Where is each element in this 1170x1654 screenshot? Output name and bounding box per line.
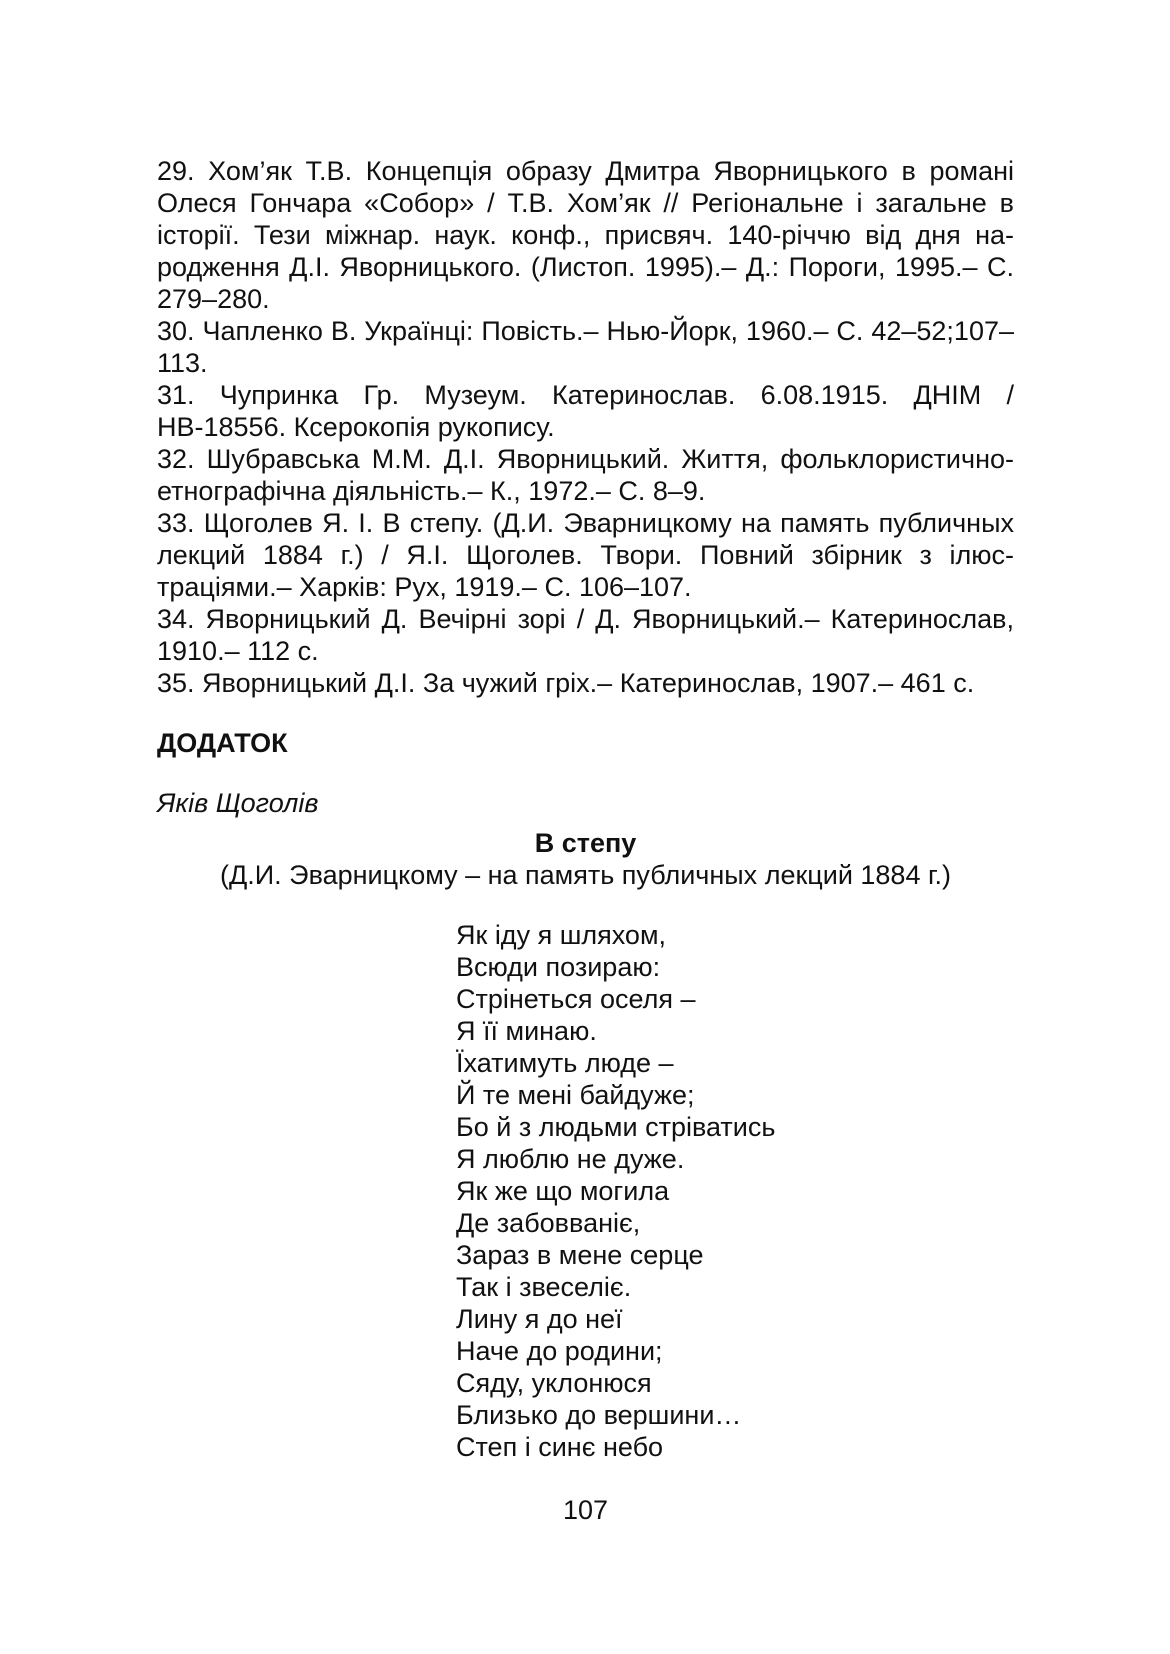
poem-line: Й те мені байдуже;	[456, 1080, 695, 1110]
reference-item: 35. Яворницький Д.І. За чужий гріх.– Катеринослав, 1907.– 461 с.	[157, 668, 975, 698]
poem-line: Наче до родини;	[456, 1336, 663, 1366]
reference-item: 29. Хом’як Т.В. Концепція образу Дмитра Яворницького в романі Олеся Гончара «Собор» / Т.В. Хом’як // Регіональне і загальне в історії. Тези міжнар. наук. конф., присвяч. 140-річчю від дня народження Д.І. Яворницького. (Листоп. 1995).– Д.: Пороги, 1995.– С. 279–280.	[157, 156, 1014, 314]
reference-item: 30. Чапленко В. Українці: Повість.– Нью-Йорк, 1960.– С. 42–52;107–113.	[157, 316, 1014, 378]
poem-dedication: (Д.И. Эварницкому – на память публичных лекций 1884 г.)	[219, 860, 952, 890]
poem-line: Як іду я шляхом,	[456, 920, 667, 950]
reference-item: 32. Шубравська М.М. Д.І. Яворницький. Життя, фольклористично-етнографічна діяльність.– К., 1972.– С. 8–9.	[157, 444, 1014, 506]
book-page	[157, 155, 1014, 1615]
poem-line: Стрінеться оселя –	[456, 984, 696, 1014]
poem-line: Де забовваніє,	[456, 1208, 641, 1238]
poem-stanza	[456, 919, 1014, 1463]
reference-list	[157, 155, 1014, 699]
poem-title: В степу	[534, 828, 637, 858]
poem-author: Яків Щоголів	[157, 788, 319, 818]
reference-item: 33. Щоголев Я. І. В степу. (Д.И. Эварницкому на память публичных лекций 1884 г.) / Я.І. Щоголев. Твори. Повний збірник з ілюстраціями.– Харків: Рух, 1919.– С. 106–107.	[157, 508, 1014, 602]
reference-item: 31. Чупринка Гр. Музеум. Катеринослав. 6.08.1915. ДНІМ / НВ-18556. Ксерокопія рукопису.	[157, 380, 1014, 442]
poem-line: Лину я до неї	[456, 1304, 623, 1334]
poem-line: Бо й з людьми стріватись	[456, 1112, 776, 1142]
poem-line: Степ і синє небо	[456, 1432, 664, 1462]
appendix-heading: ДОДАТОК	[157, 728, 288, 758]
poem-line: Я люблю не дуже.	[456, 1144, 685, 1174]
poem-line: Так і звеселіє.	[456, 1272, 632, 1302]
page-number: 107	[562, 1495, 609, 1525]
poem-line: Всюди позираю:	[456, 952, 661, 982]
poem-line: Їхатимуть люде –	[456, 1048, 674, 1078]
reference-item: 34. Яворницький Д. Вечірні зорі / Д. Яворницький.– Катеринослав, 1910.– 112 с.	[157, 604, 1014, 666]
poem-line: Зараз в мене серце	[456, 1240, 704, 1270]
poem-line: Я її минаю.	[456, 1016, 597, 1046]
poem-line: Як же що могила	[456, 1176, 670, 1206]
poem-line: Сяду, уклонюся	[456, 1368, 652, 1398]
poem-line: Близько до вершини…	[456, 1400, 742, 1430]
